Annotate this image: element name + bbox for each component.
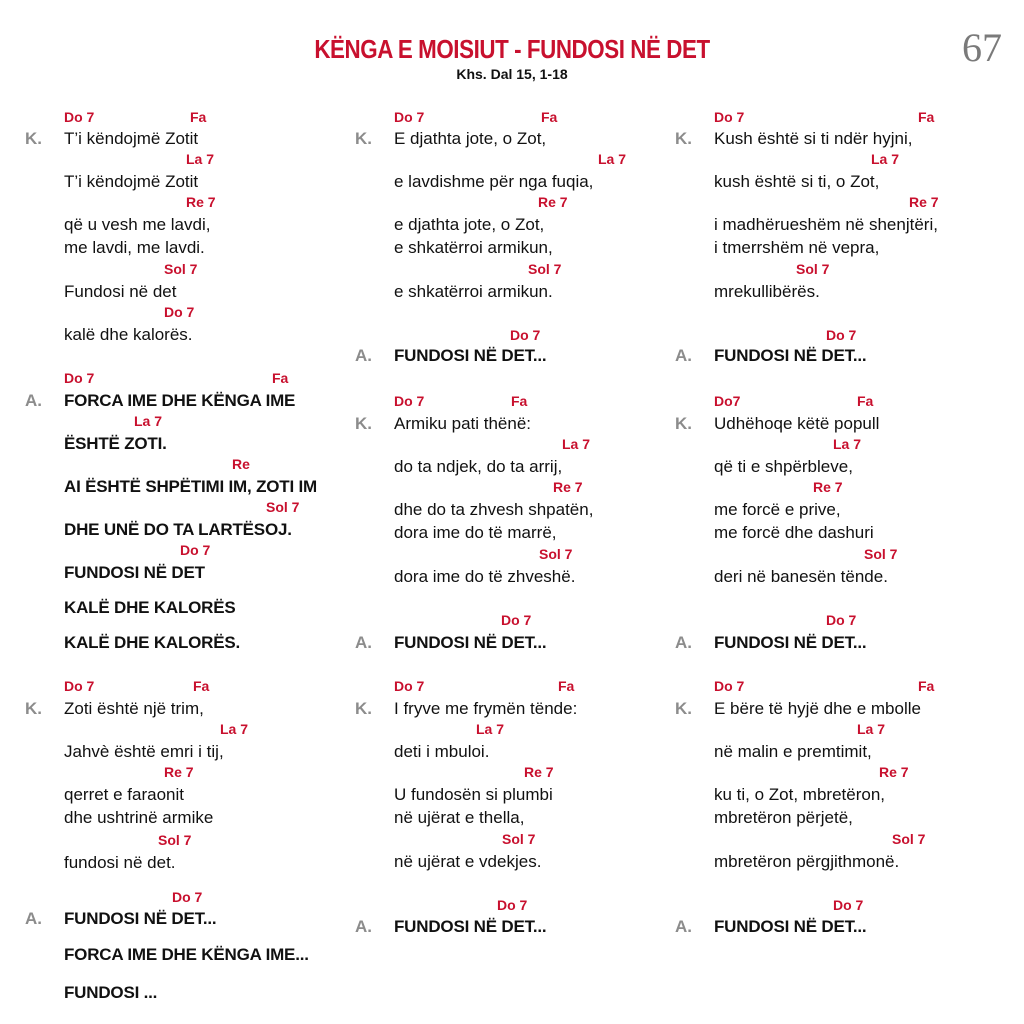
chord-label: Do 7: [714, 678, 745, 694]
refrain-line: KALË DHE KALORËS: [64, 598, 236, 617]
chord-label: Do 7: [833, 897, 864, 913]
chord-label: Sol 7: [796, 261, 830, 277]
chord-label: Do 7: [826, 327, 857, 343]
chord-label: Re: [232, 456, 250, 472]
chord-label: Do 7: [164, 304, 195, 320]
chord-label: La 7: [220, 721, 249, 737]
lyric-line: e shkatërroi armikun.: [394, 282, 553, 301]
lyric-line: Udhëhoqe këtë popull: [714, 414, 880, 433]
chord-label: Sol 7: [864, 546, 898, 562]
verse-marker: K.: [675, 414, 692, 433]
verse-marker: K.: [25, 129, 42, 148]
verse-marker: A.: [355, 917, 372, 936]
chord-label: Re 7: [164, 764, 194, 780]
chord-label: Fa: [558, 678, 575, 694]
refrain-line: FUNDOSI NË DET...: [714, 633, 867, 652]
lyric-line: Zoti është një trim,: [64, 699, 204, 718]
chord-label: Re 7: [538, 194, 568, 210]
chord-label: La 7: [871, 151, 900, 167]
lyric-line: Jahvè është emri i tij,: [64, 742, 224, 761]
lyric-line: mbretëron përjetë,: [714, 808, 853, 827]
refrain-line: ËSHTË ZOTI.: [64, 434, 167, 453]
chord-label: La 7: [476, 721, 505, 737]
refrain-line: AI ËSHTË SHPËTIMI IM, ZOTI IM: [64, 477, 317, 496]
lyric-line: e djathta jote, o Zot,: [394, 215, 545, 234]
page-number: 67: [962, 25, 1002, 70]
refrain-line: FORCA IME DHE KËNGA IME...: [64, 945, 309, 964]
verse-marker: K.: [25, 699, 42, 718]
refrain-line: FUNDOSI NË DET...: [394, 917, 547, 936]
chord-label: Do 7: [180, 542, 211, 558]
lyric-line: E djathta jote, o Zot,: [394, 129, 547, 148]
chord-label: Do 7: [501, 612, 532, 628]
refrain-line: FUNDOSI NË DET: [64, 563, 205, 582]
lyric-line: Kush është si ti ndër hyjni,: [714, 129, 913, 148]
verse-marker: A.: [675, 633, 692, 652]
lyric-line: qerret e faraonit: [64, 785, 185, 804]
lyric-line: i madhërueshëm në shenjtëri,: [714, 215, 938, 234]
lyric-line: me forcë dhe dashuri: [714, 523, 874, 542]
verse-marker: K.: [355, 129, 372, 148]
chord-label: Do 7: [497, 897, 528, 913]
lyric-line: në ujërat e vdekjes.: [394, 852, 542, 871]
refrain-line: KALË DHE KALORËS.: [64, 633, 241, 652]
chord-label: Fa: [190, 109, 207, 125]
chord-label: La 7: [857, 721, 886, 737]
lyric-line: Armiku pati thënë:: [394, 414, 532, 433]
chord-label: Do 7: [394, 109, 425, 125]
chord-label: Do 7: [172, 889, 203, 905]
verse-marker: K.: [675, 699, 692, 718]
verse-marker: K.: [355, 699, 372, 718]
chord-label: Do 7: [714, 109, 745, 125]
lyric-line: E bëre të hyjë dhe e mbolle: [714, 699, 921, 718]
verse-marker: K.: [675, 129, 692, 148]
chord-label: Fa: [918, 109, 935, 125]
refrain-line: FUNDOSI NË DET...: [714, 917, 867, 936]
refrain-line: FUNDOSI NË DET...: [714, 346, 867, 365]
lyric-line: kalë dhe kalorës.: [64, 325, 193, 344]
refrain-line: FUNDOSI ...: [64, 983, 158, 1002]
verse-marker: A.: [355, 346, 372, 365]
refrain-line: FUNDOSI NË DET...: [64, 909, 217, 928]
lyric-line: deri në banesën tënde.: [714, 567, 888, 586]
lyric-line: kush është si ti, o Zot,: [714, 172, 880, 191]
chord-label: Sol 7: [502, 831, 536, 847]
chord-label: Sol 7: [158, 832, 192, 848]
chord-label: La 7: [598, 151, 627, 167]
chord-label: Do 7: [510, 327, 541, 343]
refrain-line: FORCA IME DHE KËNGA IME: [64, 391, 296, 410]
chord-label: Sol 7: [266, 499, 300, 515]
chord-label: Fa: [193, 678, 210, 694]
verse-marker: A.: [675, 346, 692, 365]
lyric-line: mrekullibërës.: [714, 282, 820, 301]
verse-marker: A.: [25, 909, 42, 928]
lyric-line: i tmerrshëm në vepra,: [714, 238, 880, 257]
chord-label: Fa: [272, 370, 289, 386]
scripture-reference: Khs. Dal 15, 1-18: [456, 66, 568, 82]
chord-label: Fa: [857, 393, 874, 409]
chord-label: Sol 7: [539, 546, 573, 562]
song-title: KËNGA E MOISIUT - FUNDOSI NË DET: [314, 34, 710, 64]
chord-label: Do 7: [64, 370, 95, 386]
chord-label: Fa: [918, 678, 935, 694]
lyric-line: dora ime do të zhveshë.: [394, 567, 576, 586]
lyric-line: dhe ushtrinë armike: [64, 808, 214, 827]
chord-label: Re 7: [524, 764, 554, 780]
chord-label: Re 7: [909, 194, 939, 210]
refrain-line: FUNDOSI NË DET...: [394, 633, 547, 652]
verse-marker: A.: [675, 917, 692, 936]
chord-label: Fa: [541, 109, 558, 125]
chord-label: Sol 7: [164, 261, 198, 277]
lyric-line: deti i mbuloi.: [394, 742, 490, 761]
lyric-line: dora ime do të marrë,: [394, 523, 557, 542]
chord-label: Fa: [511, 393, 528, 409]
lyric-line: ku ti, o Zot, mbretëron,: [714, 785, 886, 804]
lyric-line: U fundosën si plumbi: [394, 785, 553, 804]
chord-label: Re 7: [553, 479, 583, 495]
verse-marker: A.: [25, 391, 42, 410]
lyric-line: që ti e shpërbleve,: [714, 457, 853, 476]
chord-label: Do 7: [394, 393, 425, 409]
refrain-line: FUNDOSI NË DET...: [394, 346, 547, 365]
lyric-line: e shkatërroi armikun,: [394, 238, 553, 257]
chord-label: Re 7: [186, 194, 216, 210]
lyric-line: me forcë e prive,: [714, 500, 841, 519]
chord-label: Do 7: [64, 678, 95, 694]
lyric-line: dhe do ta zhvesh shpatën,: [394, 500, 594, 519]
chord-label: Do 7: [64, 109, 95, 125]
chord-label: Re 7: [813, 479, 843, 495]
lyric-line: do ta ndjek, do ta arrij,: [394, 457, 563, 476]
chord-label: La 7: [562, 436, 591, 452]
chord-label: Do7: [714, 393, 741, 409]
chord-label: Re 7: [879, 764, 909, 780]
chord-label: Do 7: [826, 612, 857, 628]
lyric-line: që u vesh me lavdi,: [64, 215, 211, 234]
verse-marker: A.: [355, 633, 372, 652]
chord-label: La 7: [186, 151, 215, 167]
lyric-line: Fundosi në det: [64, 282, 177, 301]
chord-label: Sol 7: [528, 261, 562, 277]
lyric-line: fundosi në det.: [64, 853, 176, 872]
lyric-line: në ujërat e thella,: [394, 808, 525, 827]
verse-marker: K.: [355, 414, 372, 433]
lyric-line: mbretëron përgjithmonë.: [714, 852, 900, 871]
chord-label: La 7: [134, 413, 163, 429]
chord-label: Sol 7: [892, 831, 926, 847]
lyric-line: në malin e premtimit,: [714, 742, 872, 761]
lyric-line: T’i këndojmë Zotit: [64, 172, 199, 191]
lyric-line: e lavdishme për nga fuqia,: [394, 172, 594, 191]
lyric-line: I fryve me frymën tënde:: [394, 699, 578, 718]
lyric-line: T’i këndojmë Zotit: [64, 129, 199, 148]
chord-label: La 7: [833, 436, 862, 452]
chord-label: Do 7: [394, 678, 425, 694]
lyric-line: me lavdi, me lavdi.: [64, 238, 205, 257]
refrain-line: DHE UNË DO TA LARTËSOJ.: [64, 520, 292, 539]
